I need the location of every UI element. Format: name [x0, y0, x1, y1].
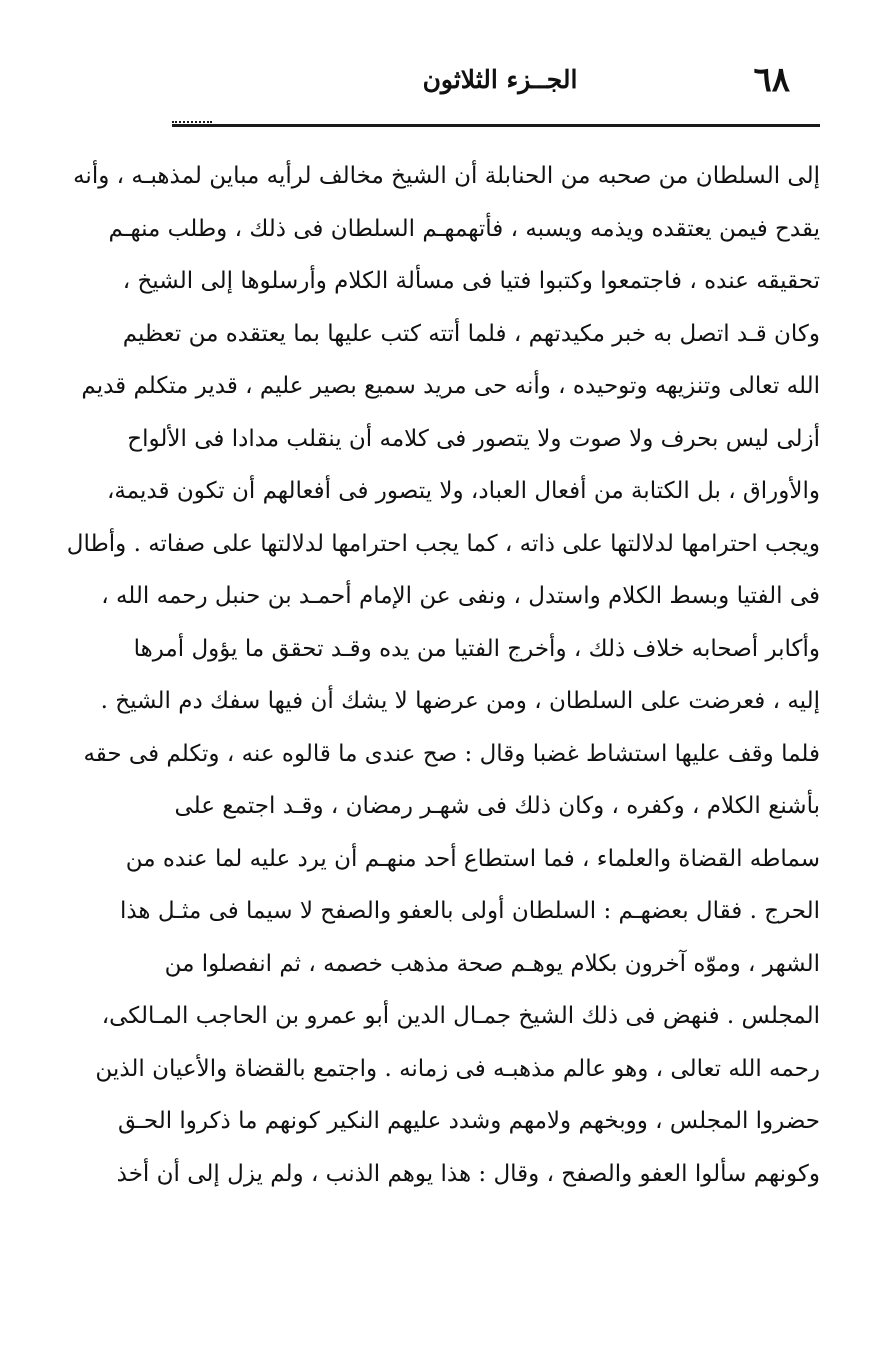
text-line: الله تعالى وتنزيهه وتوحيده ، وأنه حى مريد سميع بصير عليم ، قدير متكلم قديم	[81, 373, 820, 399]
header-rule	[172, 124, 820, 127]
text-line: الحرج . فقال بعضهـم : السلطان أولى بالعفو والصفح لا سيما فى مثـل هذا	[119, 898, 820, 924]
text-line: أزلى ليس بحرف ولا صوت ولا يتصور فى كلامه أن ينقلب مدادا فى الألواح	[127, 425, 820, 452]
text-line: بأشنع الكلام ، وكفره ، وكان ذلك فى شهـر رمضان ، وقـد اجتمع على	[174, 793, 820, 819]
text-line: فلما وقف عليها استشاط غضبا وقال : صح عندى ما قالوه عنه ، وتكلم فى حقه	[83, 740, 820, 767]
text-line: إليه ، فعرضت على السلطان ، ومن عرضها لا يشك أن فيها سفك دم الشيخ .	[100, 688, 820, 714]
text-line: إلى السلطان من صحبه من الحنابلة أن الشيخ مخالف لرأيه مباين لمذهبـه ، وأنه	[73, 163, 820, 189]
header-rule-ornament	[172, 121, 212, 123]
text-line: سماطه القضاة والعلماء ، فما استطاع أحد منهـم أن يرد عليه لما عنده من	[125, 845, 820, 872]
text-line: تحقيقه عنده ، فاجتمعوا وكتبوا فتيا فى مسألة الكلام وأرسلوها إلى الشيخ ،	[122, 268, 820, 294]
page-number: ٦٨	[753, 60, 790, 100]
text-line: ويجب احترامها لدلالتها على ذاته ، كما يجب احترامها لدلالتها على صفاته . وأطال	[66, 530, 820, 557]
body-text	[66, 150, 820, 1200]
text-line: حضروا المجلس ، ووبخهم ولامهم وشدد عليهم النكير كونهم ما ذكروا الحـق	[117, 1108, 820, 1134]
text-line: الشهر ، وموّه آخرون بكلام يوهـم صحة مذهب خصمه ، ثم انفصلوا من	[164, 950, 820, 977]
running-header	[170, 58, 820, 102]
header-title: الجــزء الثلاثون	[422, 65, 578, 94]
text-line: وكونهم سألوا العفو والصفح ، وقال : هذا يوهم الذنب ، ولم يزل إلى أن أخذ	[116, 1160, 820, 1187]
text-line: وأكابر أصحابه خلاف ذلك ، وأخرج الفتيا من يده وقـد تحقق ما يؤول أمرها	[133, 635, 820, 662]
text-line: وكان قـد اتصل به خبر مكيدتهم ، فلما أتته كتب عليها بما يعتقده من تعظيم	[122, 320, 820, 347]
text-line: والأوراق ، بل الكتابة من أفعال العباد، ولا يتصور فى أفعالهم أن تكون قديمة،	[106, 478, 820, 504]
text-line: فى الفتيا وبسط الكلام واستدل ، ونفى عن الإمام أحمـد بن حنبل رحمه الله ،	[101, 583, 820, 609]
text-line: يقدح فيمن يعتقده ويذمه ويسبه ، فأتهمهـم السلطان فى ذلك ، وطلب منهـم	[108, 215, 820, 242]
text-line: رحمه الله تعالى ، وهو عالم مذهبـه فى زمانه . واجتمع بالقضاة والأعيان الذين	[95, 1055, 820, 1082]
text-line: المجلس . فنهض فى ذلك الشيخ جمـال الدين أبو عمرو بن الحاجب المـالكى،	[101, 1003, 820, 1029]
